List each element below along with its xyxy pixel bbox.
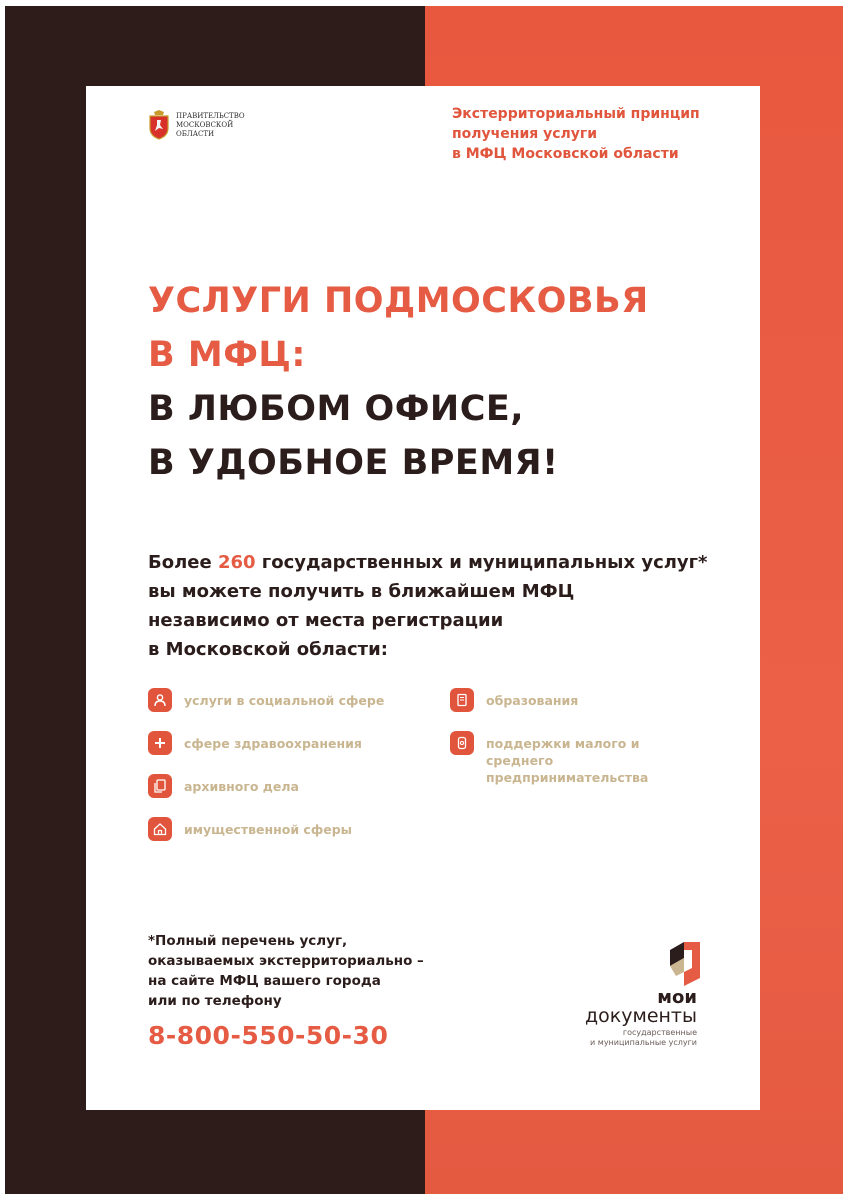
intro-prefix: Более: [148, 552, 218, 573]
logo-subtitle: [552, 1028, 697, 1048]
service-item: [450, 688, 666, 731]
intro-line-1-rest: государственных и муниципальных услуг*: [255, 552, 708, 573]
services-list-right: [450, 688, 666, 785]
phone-number: 8-800-550-50-30: [148, 1021, 389, 1050]
logo-subtitle-line-2: и муниципальные услуги: [590, 1038, 697, 1047]
service-item: [148, 731, 384, 774]
service-item: [148, 688, 384, 731]
intro-line-4: в Московской области:: [148, 639, 388, 660]
documents-icon: [148, 774, 172, 798]
book-icon: [450, 688, 474, 712]
logo-subtitle-line-1: государственные: [622, 1028, 697, 1037]
headline-line-3: В ЛЮБОМ ОФИСЕ,: [148, 389, 525, 429]
government-logo: [148, 110, 245, 140]
headline-line-2: В МФЦ:: [148, 335, 306, 375]
service-item: [148, 774, 384, 817]
service-label: услуги в социальной сфере: [184, 693, 385, 708]
services-list-left: [148, 688, 384, 860]
footnote-line-2: оказываемых экстерриториально –: [148, 953, 424, 969]
header-note-line-1: Экстерриториальный принцип: [452, 106, 700, 122]
header-note: [452, 104, 752, 164]
service-item: [450, 731, 666, 785]
coin-icon: [450, 731, 474, 755]
headline-line-4: В УДОБНОЕ ВРЕМЯ!: [148, 443, 559, 483]
house-icon: [148, 817, 172, 841]
crest-icon: [148, 110, 170, 140]
headline-line-1: УСЛУГИ ПОДМОСКОВЬЯ: [148, 281, 649, 321]
footnote: [148, 931, 468, 1011]
logo-word-documenty: документы: [585, 1005, 697, 1027]
intro-line-2: вы можете получить в ближайшем МФЦ: [148, 581, 575, 602]
service-label: архивного дела: [184, 779, 299, 794]
government-line-3: ОБЛАСТИ: [176, 129, 215, 138]
poster-sheet: [86, 86, 760, 1110]
intro-text: [148, 548, 748, 664]
intro-line-3: независимо от места регистрации: [148, 610, 504, 631]
service-label: образования: [486, 693, 579, 708]
header-note-line-3: в МФЦ Московской области: [452, 146, 679, 162]
services-count: 260: [217, 552, 256, 573]
moi-dokumenty-mark-icon: [664, 936, 704, 988]
footnote-line-3: на сайте МФЦ вашего города: [148, 973, 381, 989]
plus-icon: [148, 731, 172, 755]
person-icon: [148, 688, 172, 712]
service-label: поддержки малого и среднего предпринимательства: [486, 736, 649, 785]
government-line-1: ПРАВИТЕЛЬСТВО: [176, 111, 245, 120]
footnote-line-4: или по телефону: [148, 993, 282, 1009]
moi-dokumenty-logo: [552, 936, 722, 1056]
headline: [148, 274, 748, 490]
service-item: [148, 817, 384, 860]
header-note-line-2: получения услуги: [452, 126, 598, 142]
footnote-line-1: *Полный перечень услуг,: [148, 933, 348, 949]
service-label: сфере здравоохранения: [184, 736, 362, 751]
logo-word-moi: мои: [657, 987, 697, 1008]
service-label: имущественной сферы: [184, 822, 352, 837]
government-line-2: МОСКОВСКОЙ: [176, 120, 234, 129]
intro-line-1: [148, 548, 748, 577]
